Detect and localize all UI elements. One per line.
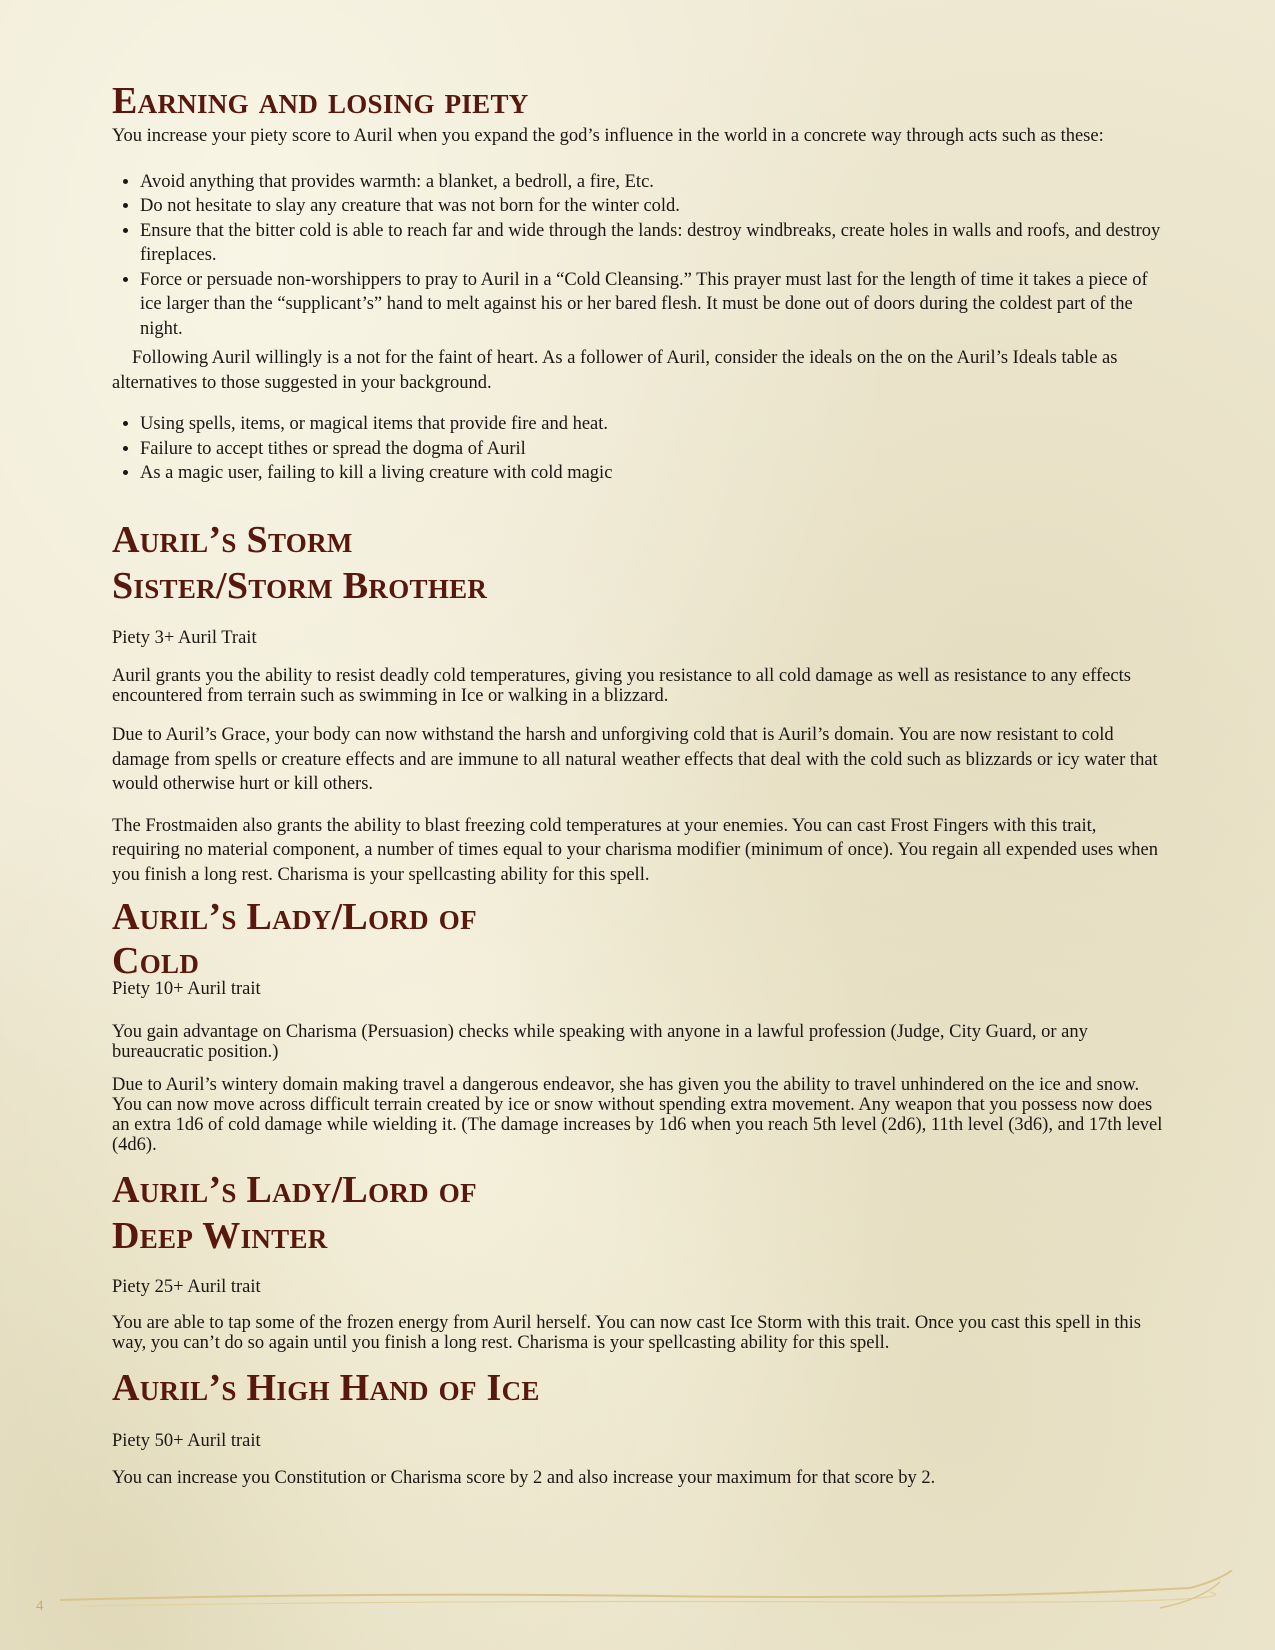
following-paragraph: Following Auril willingly is a not for the faint of heart. As a follower of Auril, consider the ideals on the on the Auril’s Ideals table as alternatives to those suggested in your background.: [112, 348, 1118, 393]
winter-heading: [112, 1167, 572, 1259]
list-item: • Ensure that the bitter cold is able to reach far and wide through the lands: destroy windbreaks, create holes in walls and roofs, and destroy fireplaces.: [140, 219, 1167, 268]
cold-paragraph-1: You gain advantage on Charisma (Persuasion) checks while speaking with anyone in a lawful profession (Judge, City Guard, or any bureaucratic position.): [112, 1021, 1088, 1062]
cold-heading-line1: Auril’s Lady/Lord of: [112, 896, 477, 938]
winter-heading-line1: Auril’s Lady/Lord of: [112, 1168, 477, 1211]
earning-acts-list: [112, 170, 1167, 342]
cold-heading: [112, 895, 572, 983]
piety-loss-list: [112, 412, 1167, 486]
list-item: • Using spells, items, or magical items that provide fire and heat.: [140, 412, 1167, 437]
storm-heading-line2: Sister/Storm Brother: [112, 564, 488, 607]
cold-paragraph-2: Due to Auril’s wintery domain making travel a dangerous endeavor, she has given you the ability to travel unhindered on the ice and snow. You can now move across difficult terrain created by ice or snow without spending extra movement. Any weapon that you possess now does an extra 1d6 of cold damage while wielding it. (The damage increases by 1d6 when you reach 5th level (2d6), 11th level (3d6), and 17th level (4d6).: [112, 1074, 1163, 1155]
list-item: • Avoid anything that provides warmth: a blanket, a bedroll, a fire, Etc.: [140, 170, 1167, 195]
footer-flourish: [60, 1570, 1235, 1610]
earning-intro: You increase your piety score to Auril when you expand the god’s influence in the world in a concrete way through acts such as these:: [112, 126, 1104, 146]
list-item: • As a magic user, failing to kill a living creature with cold magic: [140, 461, 1167, 486]
ice-paragraph-1: You can increase you Constitution or Charisma score by 2 and also increase your maximum for that score by 2.: [112, 1467, 936, 1488]
winter-heading-line2: Deep Winter: [112, 1214, 328, 1257]
storm-heading: [112, 517, 1167, 609]
cold-heading-line2: Cold: [112, 940, 200, 982]
winter-piety: Piety 25+ Auril trait: [112, 1276, 261, 1297]
winter-paragraph-1: You are able to tap some of the frozen energy from Auril herself. You can now cast Ice Storm with this trait. Once you cast this spell in this way, you can’t do so again until you finish a long rest. Charisma is your spellcasting ability for this spell.: [112, 1313, 1141, 1353]
earning-heading: Earning and losing piety: [112, 80, 529, 122]
storm-paragraph-3: The Frostmaiden also grants the ability to blast freezing cold temperatures at your enemies. You can cast Frost Fingers with this trait, requiring no material component, a number of times equal to your charisma modifier (minimum of once). You regain all expended uses when you finish a long rest. Charisma is your spellcasting ability for this spell.: [112, 815, 1158, 885]
ice-piety: Piety 50+ Auril trait: [112, 1431, 261, 1451]
list-item: • Force or persuade non-worshippers to pray to Auril in a “Cold Cleansing.” This prayer must last for the length of time it takes a piece of ice larger than the “supplicant’s” hand to melt against his or her bared flesh. It must be done out of doors during the coldest part of the night.: [140, 268, 1167, 342]
ice-heading: Auril’s High Hand of Ice: [112, 1367, 540, 1409]
list-item: • Failure to accept tithes or spread the dogma of Auril: [140, 437, 1167, 462]
page-number: 4: [36, 1598, 44, 1614]
storm-paragraph-2: Due to Auril’s Grace, your body can now withstand the harsh and unforgiving cold that is Auril’s domain. You are now resistant to cold damage from spells or creature effects and are immune to all natural weather effects that deal with the cold such as blizzards or icy water that would otherwise hurt or kill others.: [112, 725, 1158, 794]
cold-piety: Piety 10+ Auril trait: [112, 979, 261, 999]
storm-piety: Piety 3+ Auril Trait: [112, 627, 257, 648]
document-page: [112, 80, 1167, 1490]
storm-paragraph-1: Auril grants you the ability to resist deadly cold temperatures, giving you resistance to all cold damage as well as resistance to any effects encountered from terrain such as swimming in Ice or walking in a blizzard.: [112, 666, 1131, 706]
storm-heading-line1: Auril’s Storm: [112, 518, 353, 561]
list-item: • Do not hesitate to slay any creature that was not born for the winter cold.: [140, 194, 1167, 219]
